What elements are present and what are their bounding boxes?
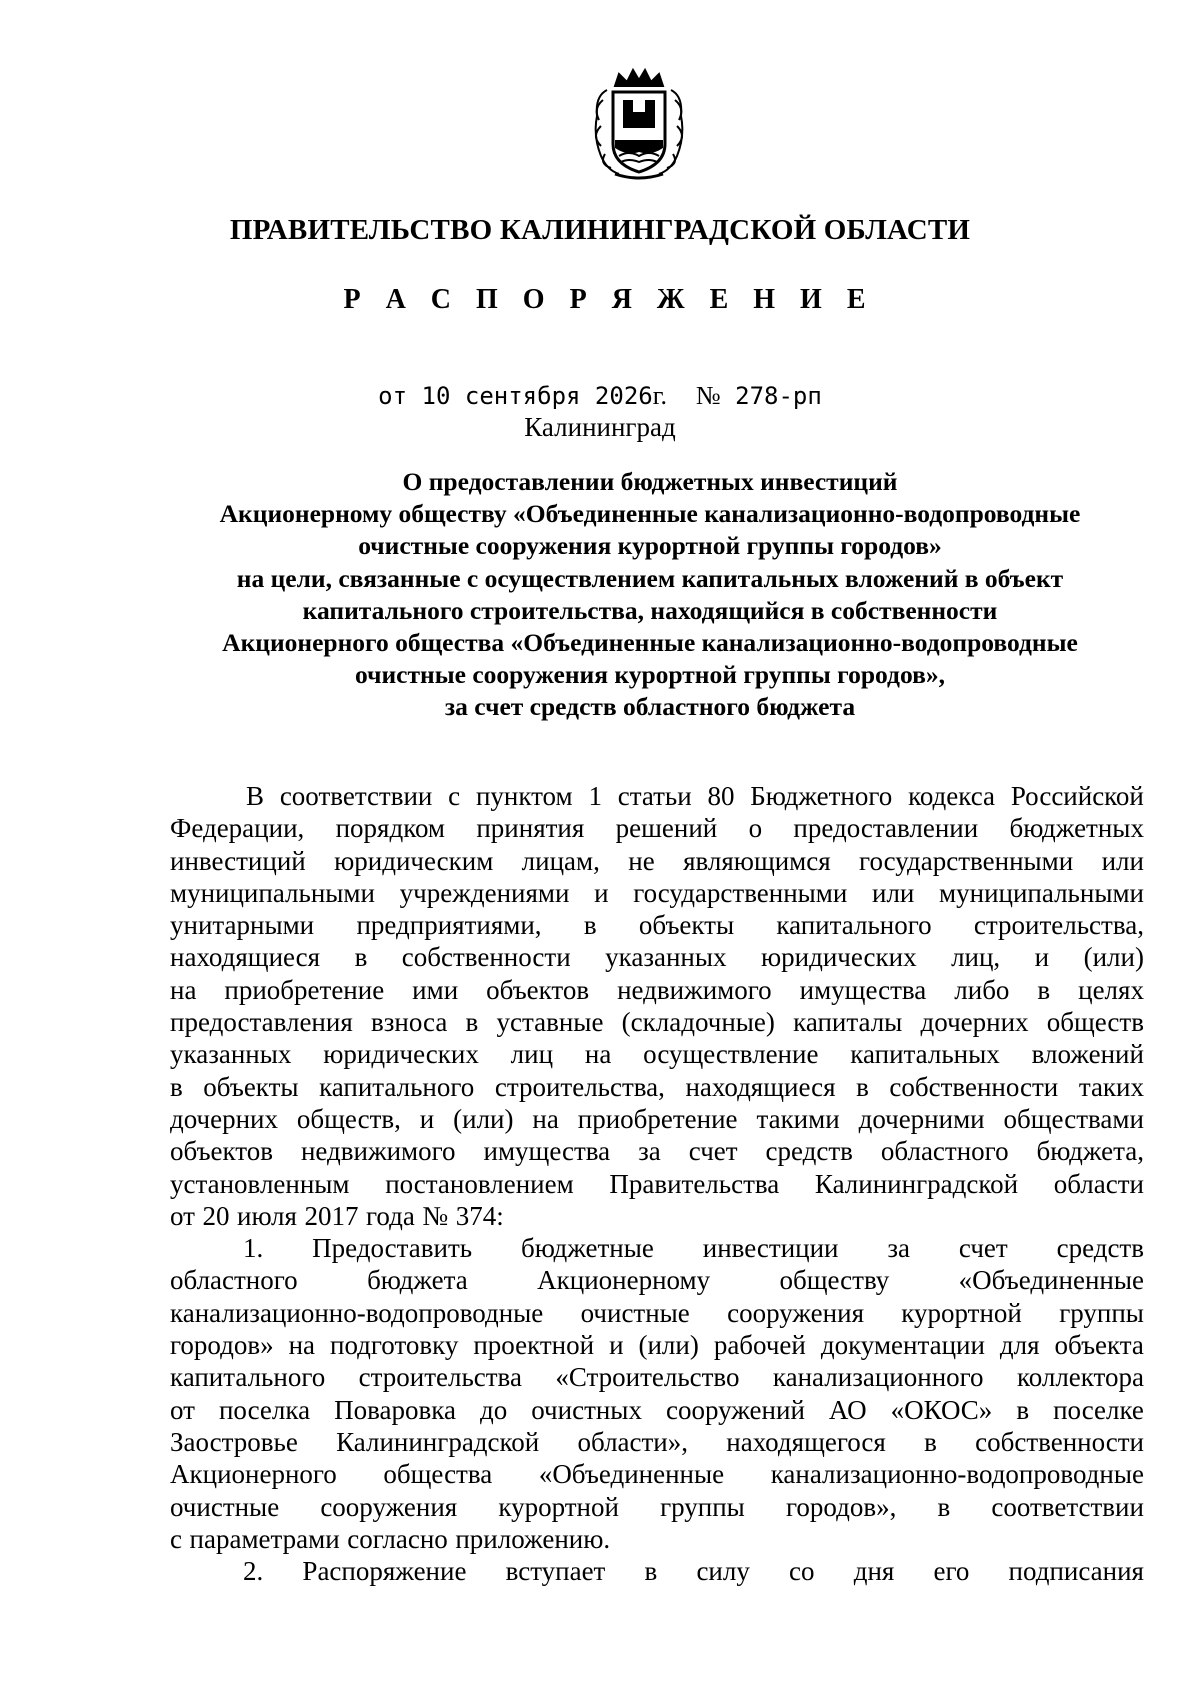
title-line: очистные сооружения курортной группы городов», <box>355 660 945 690</box>
title-line: на цели, связанные с осуществлением капитальных вложений в объект <box>236 563 1064 593</box>
title-line: Акционерного общества «Объединенные канализационно-водопроводные <box>222 628 1078 658</box>
body-line: Заостровье Калининградской области», находящегося в собственности <box>170 1426 1144 1457</box>
title-line: О предоставлении бюджетных инвестиций <box>402 467 898 496</box>
title-line: капитального строительства, находящийся в собственности <box>302 595 998 625</box>
body-line: от 20 июля 2017 года № 374: <box>170 1200 504 1231</box>
body-line: областного бюджета Акционерному обществу «Объединенные <box>170 1265 1144 1296</box>
body-line: 2. Распоряжение вступает в силу со дня его подписания <box>243 1556 1144 1587</box>
body-line: находящиеся в собственности указанных юридических лиц, и (или) <box>170 942 1144 973</box>
coat-of-arms-emblem <box>585 56 693 184</box>
document-title <box>120 466 1180 724</box>
body-line: Федерации, порядком принятия решений о предоставлении бюджетных <box>170 813 1144 844</box>
document-body <box>170 780 1144 1587</box>
body-line: городов» на подготовку проектной и (или) рабочей документации для объекта <box>170 1330 1144 1361</box>
city-name: Калининград <box>524 412 676 442</box>
body-line: предоставления взноса в уставные (складочные) капиталы дочерних обществ <box>170 1007 1144 1038</box>
number-sign: № <box>695 381 721 410</box>
title-line: за счет средств областного бюджета <box>444 692 856 722</box>
body-line: 1. Предоставить бюджетные инвестиции за счет средств <box>243 1233 1144 1264</box>
date-month: сентября <box>464 382 581 410</box>
document-number: 278-рп <box>735 382 822 410</box>
body-line: муниципальными учреждениями и государственными или муниципальными <box>170 877 1144 908</box>
body-line: на приобретение ими объектов недвижимого имущества либо в целях <box>170 974 1144 1005</box>
body-line: очистные сооружения курортной группы городов», в соответствии <box>170 1491 1144 1522</box>
body-line: Акционерного общества «Объединенные канализационно-водопроводные <box>170 1459 1144 1490</box>
document-type-heading: Р А С П О Р Я Ж Е Н И Е <box>343 284 875 315</box>
body-line: инвестиций юридическим лицам, не являющимся государственными или <box>170 845 1144 876</box>
body-line: в объекты капитального строительства, находящиеся в собственности таких <box>170 1071 1144 1102</box>
body-line: дочерних обществ, и (или) на приобретение такими дочерними обществами <box>170 1103 1144 1134</box>
government-heading: ПРАВИТЕЛЬСТВО КАЛИНИНГРАДСКОЙ ОБЛАСТИ <box>229 214 971 246</box>
body-line: установленным постановлением Правительства Калининградской области <box>170 1168 1144 1199</box>
date-number-line <box>0 381 1200 411</box>
body-line: капитального строительства «Строительство канализационного коллектора <box>170 1362 1144 1393</box>
date-prefix: от <box>378 382 408 410</box>
body-line: от поселка Поваровка до очистных сооружений АО «ОКОС» в поселке <box>170 1394 1144 1425</box>
date-day: 10 <box>421 382 451 410</box>
body-line: объектов недвижимого имущества за счет средств областного бюджета, <box>170 1136 1144 1167</box>
title-line: очистные сооружения курортной группы городов» <box>358 531 942 561</box>
date-year-suffix: г. <box>652 381 667 410</box>
body-line: В соответствии с пунктом 1 статьи 80 Бюджетного кодекса Российской <box>246 781 1144 811</box>
body-line: с параметрами согласно приложению. <box>170 1523 611 1554</box>
title-line: Акционерному обществу «Объединенные канализационно-водопроводные <box>219 499 1081 529</box>
body-line: канализационно-водопроводные очистные сооружения курортной группы <box>170 1297 1144 1328</box>
body-line: унитарными предприятиями, в объекты капитального строительства, <box>170 910 1144 941</box>
body-line: указанных юридических лиц на осуществление капитальных вложений <box>170 1039 1144 1070</box>
date-year: 2026 <box>594 382 653 410</box>
